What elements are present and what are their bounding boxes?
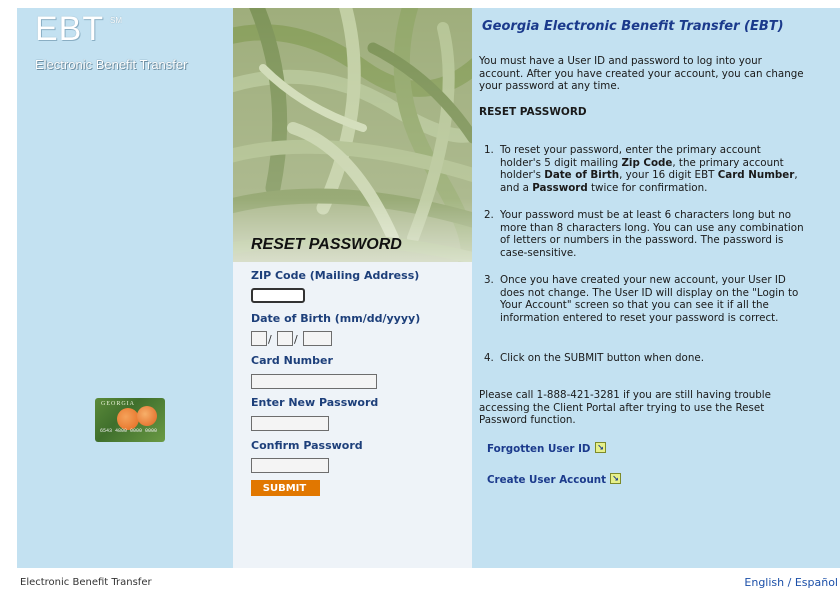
- intro-text: You must have a User ID and password to log into your account. After you have created your account, you can change your password at any time.: [479, 55, 804, 92]
- green-beans-image: [233, 8, 472, 262]
- step-number: 3.: [484, 274, 494, 286]
- zip-label: ZIP Code (Mailing Address): [251, 269, 420, 282]
- step-text-bold: Date of Birth: [544, 169, 620, 181]
- confirm-password-input[interactable]: [251, 458, 329, 473]
- page-title: Georgia Electronic Benefit Transfer (EBT): [482, 19, 784, 34]
- create-user-account-link[interactable]: Create User Account: [487, 474, 607, 486]
- new-password-input[interactable]: [251, 416, 329, 431]
- submit-button[interactable]: SUBMIT: [251, 480, 320, 496]
- step-text-bold: Password: [532, 181, 588, 194]
- ebt-card-image: [95, 398, 165, 442]
- step-3: [484, 274, 805, 324]
- step-text-bold: Card Number: [717, 169, 795, 181]
- left-panel: [17, 8, 233, 568]
- dob-label: Date of Birth (mm/dd/yyyy): [251, 312, 421, 325]
- language-switcher: [744, 576, 838, 589]
- arrow-icon[interactable]: ↘: [610, 473, 621, 484]
- peach-graphic: [137, 406, 157, 426]
- step-text: twice for confirmation.: [587, 181, 708, 194]
- language-separator: /: [784, 576, 795, 589]
- step-number: 1.: [484, 144, 494, 156]
- reset-form-panel: [233, 8, 472, 568]
- service-mark: SM: [110, 16, 122, 25]
- logo-subtitle: Electronic Benefit Transfer: [35, 57, 188, 72]
- help-text: Please call 1-888-421-3281 if you are still having trouble accessing the Client Portal after trying to use the Reset Password function.: [479, 389, 771, 426]
- ebt-logo: EBT: [35, 10, 105, 48]
- zip-code-input[interactable]: [251, 288, 305, 303]
- step-text: Click on the SUBMIT button when done.: [500, 352, 704, 364]
- section-title: RESET PASSWORD: [479, 106, 587, 118]
- dob-month-input[interactable]: [251, 331, 267, 346]
- forgotten-user-id-link[interactable]: Forgotten User ID: [487, 443, 591, 455]
- card-brand: GEORGIA: [101, 401, 135, 407]
- arrow-icon[interactable]: ↘: [595, 442, 606, 453]
- step-text: , and a: [500, 169, 798, 194]
- info-panel: [472, 8, 840, 568]
- step-text: Once you have created your new account, your User ID does not change. The User ID will display on the "Login to Your Account" screen so that you can see it if all the information entered to reset your password is correct.: [500, 274, 799, 324]
- card-number-print: 6543 4800 0000 0000: [100, 428, 158, 434]
- card-number-label: Card Number: [251, 354, 333, 367]
- dob-separator: /: [268, 333, 272, 346]
- spanish-link[interactable]: Español: [794, 576, 838, 589]
- step-number: 2.: [484, 209, 494, 221]
- step-2: [484, 209, 805, 259]
- step-number: 4.: [484, 352, 494, 364]
- reset-password-heading: RESET PASSWORD: [251, 236, 402, 253]
- step-text: , the primary account holder's: [500, 156, 784, 181]
- dob-separator: /: [294, 333, 298, 346]
- step-text: , your 16 digit EBT: [619, 169, 718, 181]
- step-text: Your password must be at least 6 characters long but no more than 8 characters long. You can use any combination of letters or numbers in the password. The password is case-sensitive.: [500, 209, 804, 259]
- step-1: [484, 144, 805, 194]
- card-number-input[interactable]: [251, 374, 377, 389]
- new-password-label: Enter New Password: [251, 396, 379, 409]
- step-4: [484, 352, 805, 365]
- english-link[interactable]: English: [744, 576, 785, 589]
- peach-graphic: [117, 408, 139, 430]
- step-text-bold: Zip Code: [621, 156, 673, 169]
- dob-year-input[interactable]: [303, 331, 332, 346]
- step-text: To reset your password, enter the primary account holder's 5 digit mailing: [500, 144, 761, 169]
- footer-text: Electronic Benefit Transfer: [20, 577, 152, 588]
- confirm-password-label: Confirm Password: [251, 439, 363, 452]
- dob-day-input[interactable]: [277, 331, 293, 346]
